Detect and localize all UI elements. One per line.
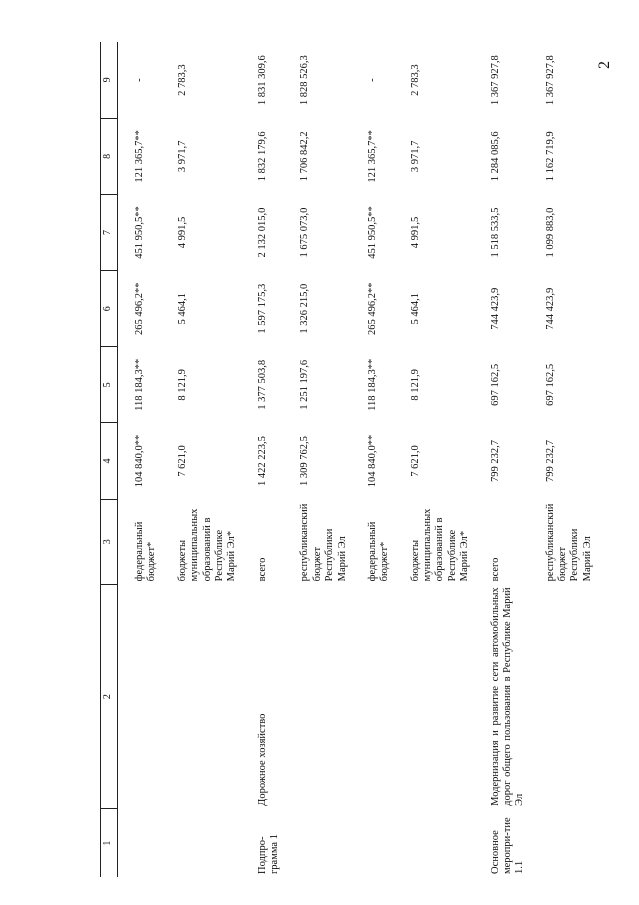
value-cell: - (134, 78, 145, 82)
value-cell: 8 121,9 (176, 369, 188, 401)
funding-source-cell: всего (256, 557, 268, 582)
value-cell: 265 496,2** (366, 282, 378, 335)
value-cell: 2 783,3 (409, 64, 421, 96)
row-label-cell (132, 809, 161, 877)
value-cell: 7 621,0 (176, 445, 188, 477)
value-cell: 1 675 073,0 (299, 207, 311, 258)
value-cell: 1 518 533,5 (489, 207, 501, 258)
value-cell: 744 423,9 (489, 287, 501, 330)
value-cell: 1 326 215,0 (299, 283, 311, 334)
value-cell: 8 121,9 (409, 369, 421, 401)
table-row (543, 42, 597, 877)
table-row (132, 42, 161, 877)
row-title-cell (132, 584, 161, 809)
value-cell: 5 464,1 (176, 292, 188, 325)
value-cell: 3 971,7 (409, 140, 421, 173)
value-cell: 1 284 085,6 (489, 131, 501, 182)
value-cell: 118 184,3** (134, 358, 145, 411)
header-cell: 4 (101, 423, 118, 499)
value-cell: 1 706 842,2 (299, 131, 311, 182)
funding-source-cell: республиканский бюджет Республики Марий Эл (544, 503, 593, 582)
rotated-table-wrapper (100, 42, 593, 877)
value-cell: 1 367 927,8 (489, 55, 501, 106)
row-label-cell (297, 809, 351, 877)
value-cell: 104 840,0** (366, 434, 378, 488)
funding-source-cell: бюджеты муниципальных образований в Республике Марий Эл* (409, 508, 471, 582)
value-cell: 4 991,5 (409, 216, 421, 249)
row-title-cell (297, 584, 351, 809)
value-cell: 697 162,5 (544, 363, 556, 406)
row-label-cell (543, 809, 597, 877)
header-cell: 1 (101, 809, 118, 877)
value-cell: 1 597 175,3 (256, 283, 268, 334)
value-cell: - (366, 78, 378, 82)
header-cell: 6 (101, 271, 118, 347)
value-cell: 121 365,7** (134, 130, 145, 183)
value-cell: 5 464,1 (409, 292, 421, 325)
row-label-cell (408, 809, 474, 877)
table-header-row (101, 42, 118, 877)
row-title-cell (175, 584, 241, 809)
value-cell: 1 828 526,3 (299, 55, 311, 106)
header-cell: 7 (101, 194, 118, 270)
row-label-cell (175, 809, 241, 877)
header-cell: 8 (101, 118, 118, 194)
value-cell: 451 950,5** (134, 206, 145, 259)
row-spacer (394, 42, 408, 877)
row-title-cell (543, 584, 597, 809)
value-cell: 1 251 197,6 (299, 359, 311, 410)
table-row (297, 42, 351, 877)
header-cell: 2 (101, 584, 118, 809)
page-number: 2 (596, 61, 613, 69)
value-cell: 3 971,7 (176, 140, 188, 173)
row-spacer (161, 42, 175, 877)
value-cell: 1 309 762,5 (299, 436, 311, 486)
value-cell: 1 099 883,0 (544, 207, 556, 258)
table-row (175, 42, 241, 877)
row-title-cell (365, 584, 394, 809)
row-label-cell: Основное меропри-тие 1.1 (489, 817, 526, 874)
value-cell: 104 840,0** (134, 434, 145, 488)
header-cell: 9 (101, 42, 118, 118)
value-cell: 799 232,7 (544, 440, 556, 483)
row-label-cell (365, 809, 394, 877)
value-cell: 2 783,3 (176, 64, 188, 96)
funding-source-cell: бюджеты муниципальных образований в Республике Марий Эл* (176, 508, 238, 582)
row-spacer (351, 42, 365, 877)
header-cell: 3 (101, 499, 118, 584)
table-row (255, 42, 284, 877)
value-cell: 121 365,7** (366, 130, 378, 183)
table-row (408, 42, 474, 877)
value-cell: 2 132 015,0 (256, 207, 268, 258)
funding-source-cell: всего (489, 557, 501, 582)
row-spacer (529, 42, 543, 877)
value-cell: 744 423,9 (544, 287, 556, 330)
table-row (365, 42, 394, 877)
value-cell: 1 367 927,8 (544, 55, 556, 106)
value-cell: 118 184,3** (366, 358, 378, 411)
row-title-cell (408, 584, 474, 809)
value-cell: 1 377 503,8 (256, 359, 268, 410)
row-title-cell: Модернизация и развитие сети автомобильных дорог общего пользования в Республике Марий Эл (489, 587, 526, 806)
row-title-cell: Дорожное хозяйство (256, 713, 268, 806)
row-spacer (283, 42, 297, 877)
table-row (488, 42, 529, 877)
row-spacer (474, 42, 488, 877)
value-cell: 7 621,0 (409, 445, 421, 477)
value-cell: 1 422 223,5 (256, 436, 268, 486)
value-cell: 697 162,5 (489, 363, 501, 406)
row-spacer (241, 42, 255, 877)
budget-table (100, 42, 596, 877)
value-cell: 1 162 719,9 (544, 131, 556, 182)
value-cell: 1 832 179,6 (256, 131, 268, 182)
value-cell: 451 950,5** (366, 206, 378, 259)
funding-source-cell: федеральный бюджет* (366, 521, 391, 582)
funding-source-cell: республиканский бюджет Республики Марий Эл (299, 503, 348, 582)
value-cell: 265 496,2** (134, 282, 145, 335)
row-label-cell: Подпро-грамма 1 (256, 834, 280, 874)
value-cell: 1 831 309,6 (256, 55, 268, 106)
row-spacer (118, 42, 133, 877)
header-cell: 5 (101, 347, 118, 423)
value-cell: 799 232,7 (489, 440, 501, 483)
funding-source-cell: федеральный бюджет* (134, 521, 158, 582)
value-cell: 4 991,5 (176, 216, 188, 249)
